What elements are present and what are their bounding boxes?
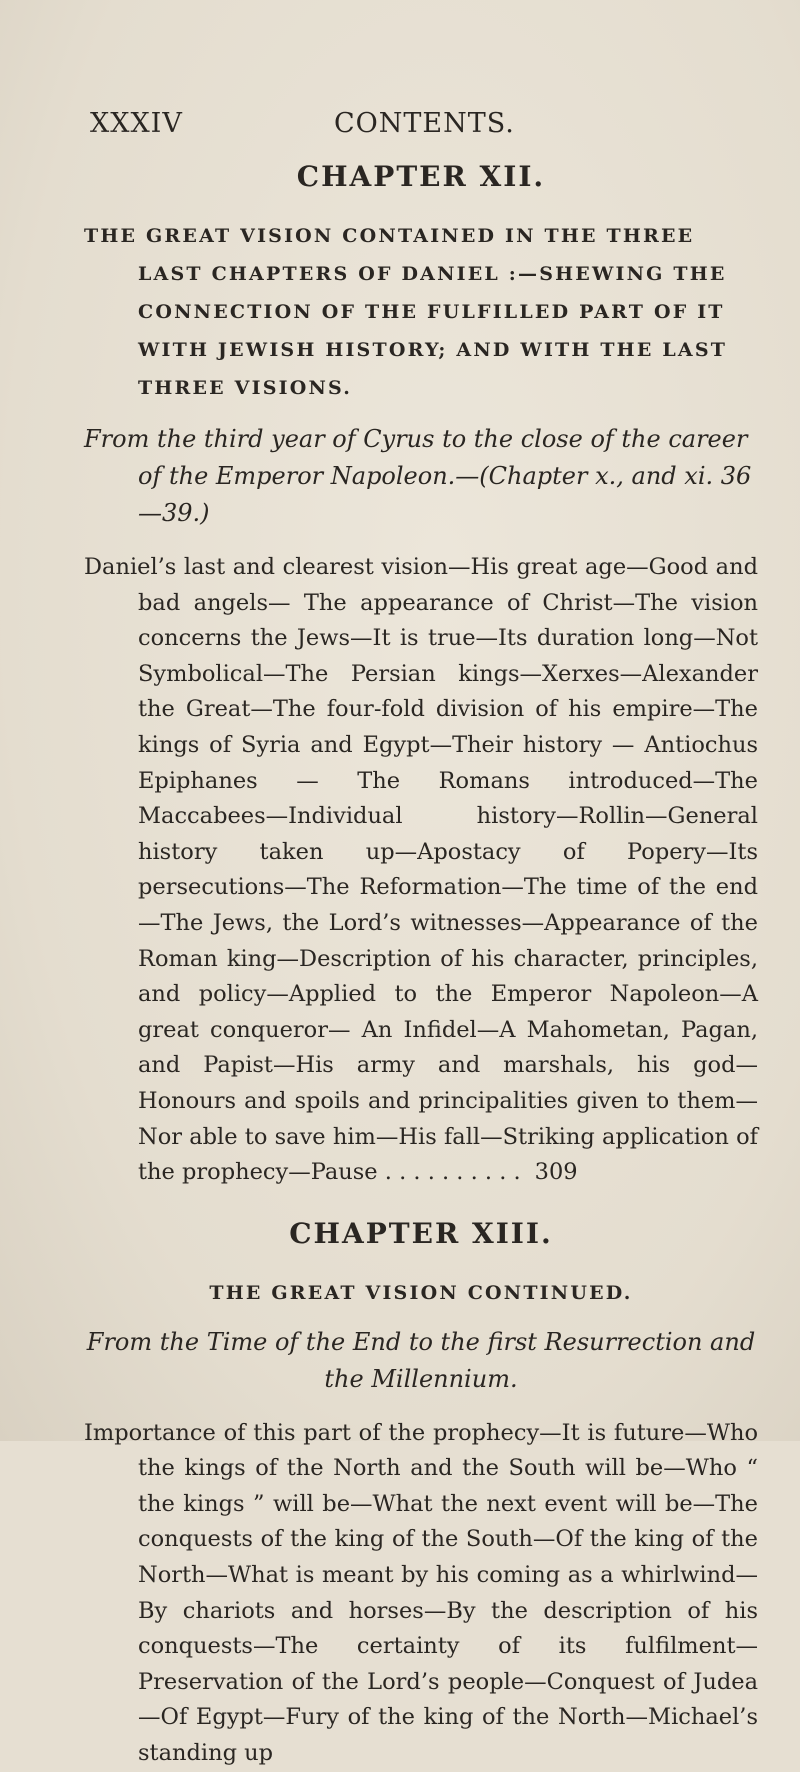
chapter-12-synopsis bbox=[84, 550, 758, 1191]
chapter-12-entry bbox=[84, 160, 758, 1191]
section-gap bbox=[84, 1191, 758, 1217]
chapter-13-heading: CHAPTER XIII. bbox=[289, 1216, 553, 1250]
chapter-12-heading: CHAPTER XII. bbox=[296, 160, 546, 193]
chapter-13-synopsis: Importance of this part of the prophecy—It is future—Who the kings of the North and the South will be—Who “ the kings ” will be—What the next event will be—The conquests of the king of the South—Of the king of the North—What is meant by his coming as a whirlwind—By chariots and horses—By the description of his conquests—The certainty of its fulfilment—Preservation of the Lord’s people—Conquest of Judea—Of Egypt—Fury of the king of the North—Michael’s standing up bbox=[84, 1419, 758, 1767]
chapter-12-scope: From the third year of Cyrus to the close of the career of the Emperor Napoleon.—(Chapter x., and xi. 36—39.) bbox=[84, 425, 752, 527]
running-head bbox=[84, 108, 758, 148]
running-title: CONTENTS. bbox=[334, 108, 515, 139]
page-number: XXXIV bbox=[90, 108, 183, 139]
chapter-12-title: THE GREAT VISION CONTAINED IN THE THREE LAST CHAPTERS OF DANIEL :—SHEWING THE CONNECTION OF THE FULFILLED PART OF IT WITH JEWISH HISTORY; AND WITH THE LAST THREE VISIONS. bbox=[84, 225, 728, 399]
chapter-12-page-ref: 309 bbox=[534, 1159, 578, 1186]
chapter-13-entry bbox=[84, 1217, 758, 1772]
chapter-13-title: THE GREAT VISION CONTINUED. bbox=[209, 1281, 633, 1304]
chapter-12-synopsis-text: Daniel’s last and clearest vision—His great age—Good and bad angels— The appearance of Christ—The vision concerns the Jews—It is true—Its duration long—Not Symbolical—The Persian kings—Xerxes—Alexander the Great—The four-fold division of his empire—The kings of Syria and Egypt—Their history — Antiochus Epiphanes — The Romans introduced—The Maccabees—Individual history—Rollin—General history taken up—Apostacy of Popery—Its persecutions—The Reformation—The time of the end—The Jews, the Lord’s witnesses—Appearance of the Roman king—Description of his character, principles, and policy—Applied to the Emperor Napoleon—A great conqueror— An Infidel—A Mahometan, Pagan, and Papist—His army and marshals, his god—Honours and spoils and principalities given to them—Nor able to save him—His fall—Striking application of the prophecy—Pause . . . . . . . . . . bbox=[84, 554, 758, 1186]
chapter-13-scope: From the Time of the End to the first Resurrection and the Millennium. bbox=[86, 1327, 756, 1393]
